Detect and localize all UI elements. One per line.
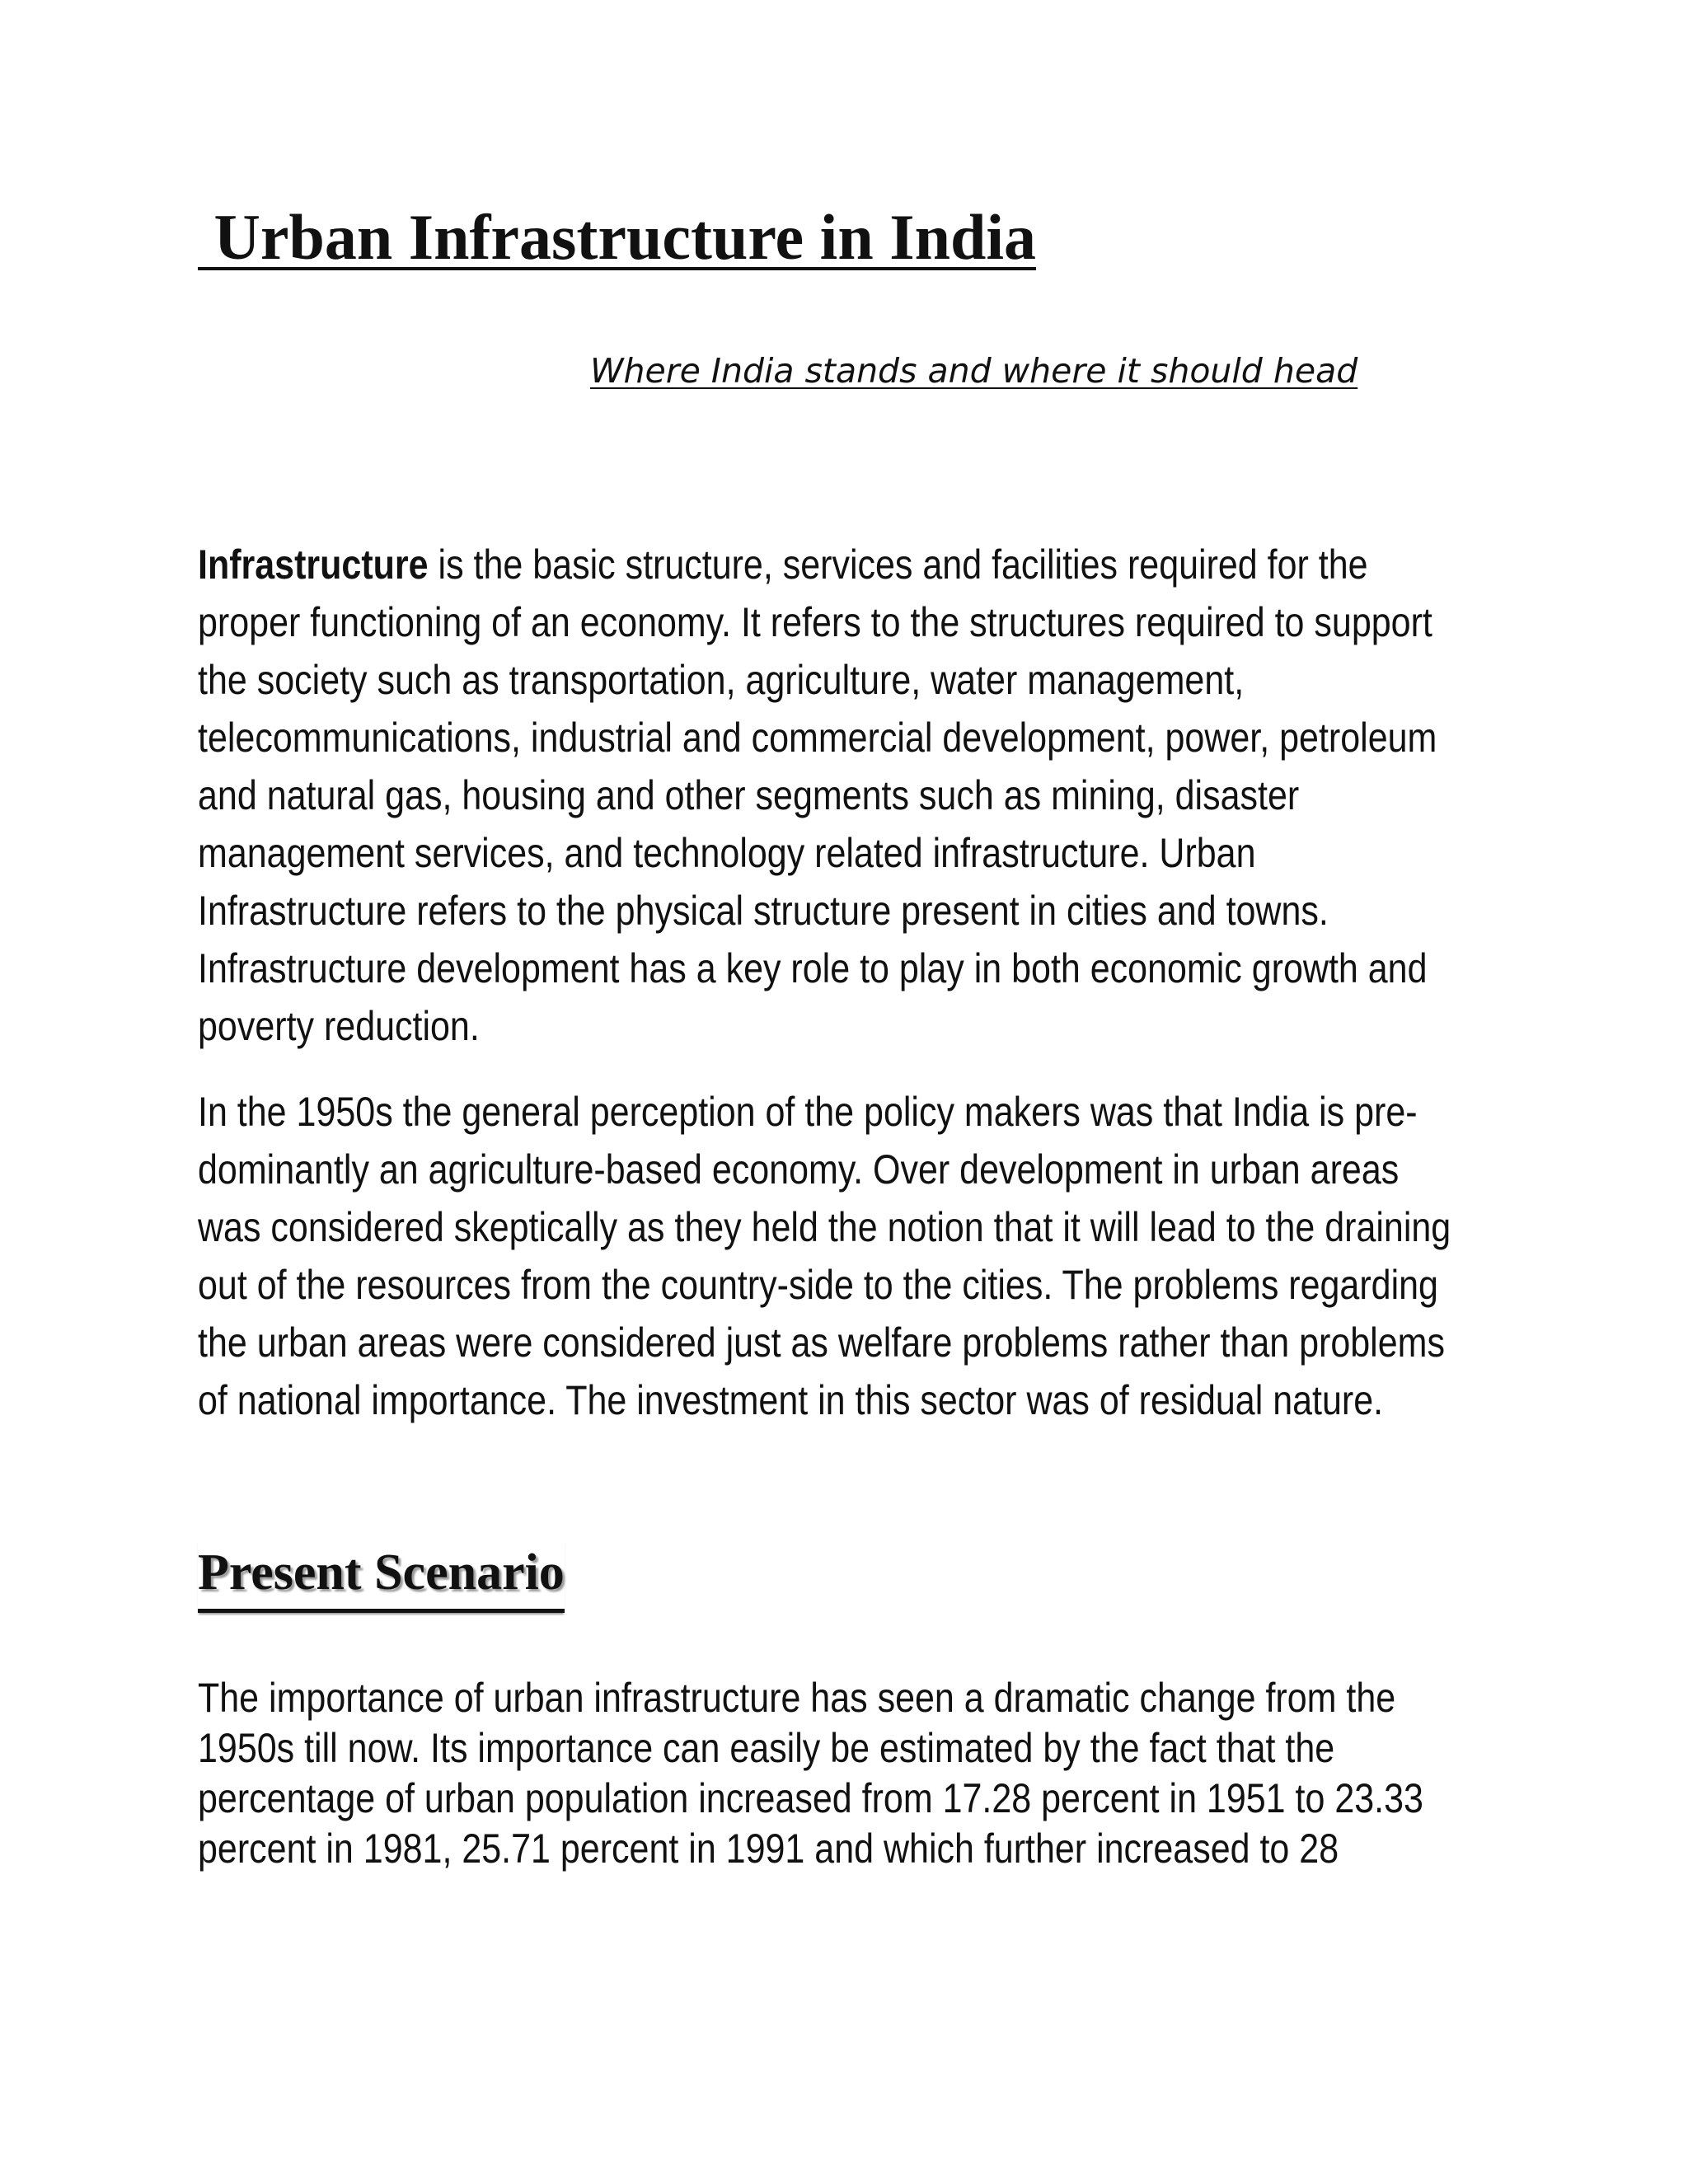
paragraph-line xyxy=(198,536,1497,593)
document-title: Urban Infrastructure in India xyxy=(198,201,1037,273)
paragraph-line: the society such as transportation, agriculture, water management, xyxy=(198,657,1245,703)
paragraph-line: 1950s till now. Its importance can easily be estimated by the fact that the xyxy=(198,1725,1335,1771)
paragraph-line: percentage of urban population increased from 17.28 percent in 1951 to 23.33 xyxy=(198,1775,1423,1821)
history-paragraph xyxy=(198,1083,1497,1429)
line-text: is the basic structure, services and facilities required for the xyxy=(428,541,1368,588)
paragraph-line: proper functioning of an economy. It refers to the structures required to support xyxy=(198,599,1432,645)
present-scenario-paragraph xyxy=(198,1673,1497,1874)
document-subtitle: Where India stands and where it should head xyxy=(590,351,1358,391)
paragraph-line: The importance of urban infrastructure has seen a dramatic change from the xyxy=(198,1675,1396,1721)
paragraph-line: was considered skeptically as they held the notion that it will lead to the draining xyxy=(198,1204,1451,1250)
intro-paragraph xyxy=(198,536,1497,1055)
paragraph-line: of national importance. The investment in this sector was of residual nature. xyxy=(198,1377,1384,1423)
paragraph-line: Infrastructure refers to the physical structure present in cities and towns. xyxy=(198,888,1329,934)
paragraph-line: the urban areas were considered just as welfare problems rather than problems xyxy=(198,1319,1445,1366)
paragraph-line: poverty reduction. xyxy=(198,1003,480,1049)
lead-term: Infrastructure xyxy=(198,541,429,588)
paragraph-line: In the 1950s the general perception of the policy makers was that India is pre- xyxy=(198,1089,1418,1135)
paragraph-line: percent in 1981, 25.71 percent in 1991 and which further increased to 28 xyxy=(198,1825,1339,1872)
paragraph-line: out of the resources from the country-side to the cities. The problems regarding xyxy=(198,1262,1438,1308)
paragraph-line: Infrastructure development has a key role to play in both economic growth and xyxy=(198,945,1428,991)
paragraph-line: dominantly an agriculture-based economy. Over development in urban areas xyxy=(198,1146,1400,1193)
paragraph-line: telecommunications, industrial and commercial development, power, petroleum xyxy=(198,715,1437,761)
section-heading-present-scenario: Present Scenario xyxy=(198,1540,565,1613)
paragraph-line: management services, and technology related infrastructure. Urban xyxy=(198,830,1256,876)
paragraph-line: and natural gas, housing and other segments such as mining, disaster xyxy=(198,772,1300,818)
